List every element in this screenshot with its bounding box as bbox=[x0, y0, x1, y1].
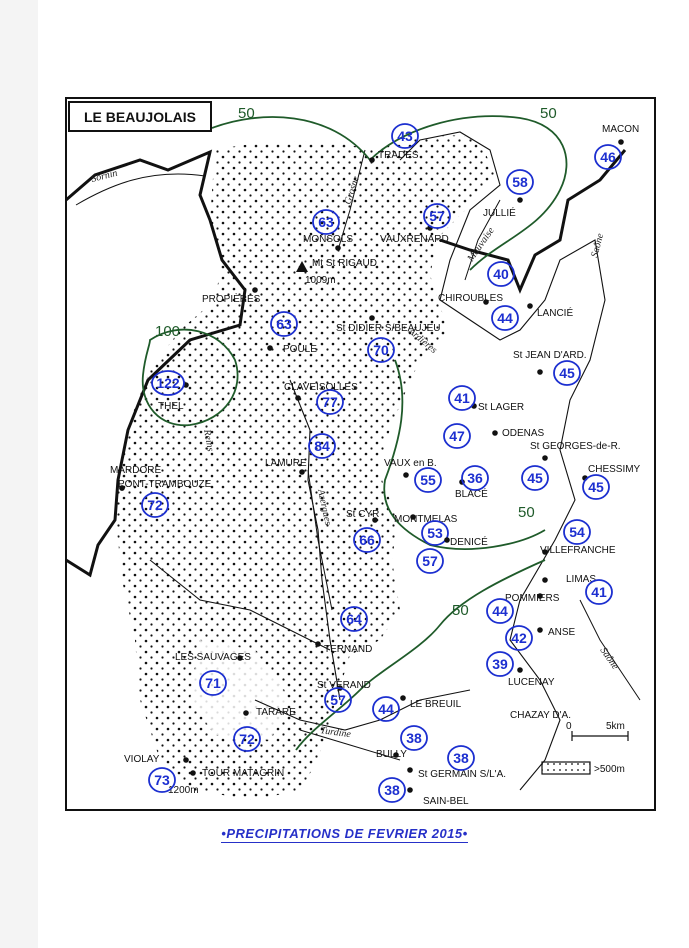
isohyet-label: 50 bbox=[452, 602, 469, 619]
river-label: Saône bbox=[597, 645, 621, 672]
isohyet-label: 50 bbox=[238, 105, 255, 122]
station-dot bbox=[299, 469, 305, 475]
river-label: Grosne bbox=[342, 174, 362, 206]
station-dot bbox=[542, 455, 548, 461]
precipitation-value: 84 bbox=[314, 438, 330, 454]
station-name: LIMAS bbox=[566, 574, 597, 585]
station bbox=[513, 350, 587, 385]
station bbox=[506, 626, 576, 650]
station-dot bbox=[315, 641, 321, 647]
station-dot bbox=[267, 345, 273, 351]
station bbox=[582, 464, 640, 499]
station bbox=[487, 593, 560, 623]
precipitation-value: 73 bbox=[154, 772, 170, 788]
precipitation-value: 122 bbox=[156, 375, 180, 391]
station-name: VILLEFRANCHE bbox=[540, 545, 616, 556]
station-name: TRADES bbox=[378, 150, 419, 161]
precipitation-value: 41 bbox=[591, 584, 607, 600]
station-name: BULLY bbox=[376, 749, 407, 760]
station-name: St GERMAIN S/L'A. bbox=[418, 769, 507, 780]
station bbox=[384, 458, 441, 492]
station-dot bbox=[618, 139, 624, 145]
station-name: JULLIÉ bbox=[483, 208, 516, 219]
precipitation-value: 46 bbox=[600, 149, 616, 165]
summit-name: Mt St RIGAUD bbox=[312, 258, 378, 269]
station-name: BLACÉ bbox=[455, 489, 488, 500]
station-name: CHESSIMY bbox=[588, 464, 641, 475]
station-dot bbox=[517, 667, 523, 673]
legend-label: >500m bbox=[594, 764, 625, 775]
station-dot bbox=[492, 430, 498, 436]
precipitation-value: 63 bbox=[276, 316, 292, 332]
station-name: ODENAS bbox=[502, 428, 545, 439]
precipitation-value: 58 bbox=[512, 174, 528, 190]
station-name: POULE bbox=[283, 344, 317, 355]
station-dot bbox=[517, 197, 523, 203]
precipitation-value: 45 bbox=[527, 470, 543, 486]
river-label: Mauvaise bbox=[465, 225, 497, 264]
station-dot bbox=[369, 157, 375, 163]
station-name: LAMURE bbox=[265, 458, 307, 469]
map-caption bbox=[0, 826, 689, 841]
caption-text: •PRECIPITATIONS DE FEVRIER 2015• bbox=[221, 826, 468, 841]
station-name: TOUR MATAGRIN bbox=[202, 768, 285, 779]
station-name: St JEAN D'ARD. bbox=[513, 350, 587, 361]
station-name: POMMIERS bbox=[505, 593, 560, 604]
station-name: MARDORE bbox=[110, 465, 162, 476]
station-name: SAIN-BEL bbox=[423, 796, 469, 807]
river-label: Ardières bbox=[406, 325, 439, 356]
station-dot bbox=[252, 287, 258, 293]
station-name: ANSE bbox=[548, 627, 576, 638]
station-dot bbox=[407, 787, 413, 793]
precipitation-value: 41 bbox=[454, 390, 470, 406]
station bbox=[376, 726, 427, 760]
precipitation-value: 38 bbox=[453, 750, 469, 766]
station-dot bbox=[527, 303, 533, 309]
altitude-label: 1200m bbox=[168, 785, 199, 796]
precipitation-value: 42 bbox=[511, 630, 527, 646]
map-title: LE BEAUJOLAIS bbox=[83, 108, 196, 125]
station-dot bbox=[537, 627, 543, 633]
station-name: MONSOLS bbox=[303, 234, 354, 245]
river-label: Azergues bbox=[315, 488, 334, 527]
precipitation-value: 45 bbox=[588, 479, 604, 495]
precipitation-value: 44 bbox=[497, 310, 513, 326]
station-dot bbox=[295, 395, 301, 401]
precipitation-value: 36 bbox=[467, 470, 483, 486]
precipitation-value: 40 bbox=[493, 266, 509, 282]
precipitation-value: 57 bbox=[330, 692, 346, 708]
precipitation-value: 72 bbox=[147, 497, 163, 513]
station-dot bbox=[369, 315, 375, 321]
station bbox=[407, 746, 506, 780]
legend bbox=[542, 762, 625, 775]
station-dot bbox=[190, 770, 196, 776]
station-dot bbox=[243, 710, 249, 716]
precipitation-value: 57 bbox=[429, 208, 445, 224]
station-name: LANCIÉ bbox=[537, 308, 574, 319]
station-dot bbox=[403, 472, 409, 478]
station-name: MONTMELAS bbox=[394, 514, 458, 525]
station-name: St CYR bbox=[346, 509, 380, 520]
station-dot bbox=[407, 767, 413, 773]
station-name: St GEORGES-de-R. bbox=[530, 441, 621, 452]
station bbox=[510, 710, 571, 721]
precipitation-value: 45 bbox=[559, 365, 575, 381]
scale-bar bbox=[566, 721, 628, 741]
precipitation-value: 57 bbox=[422, 553, 438, 569]
station-dot bbox=[183, 757, 189, 763]
isohyet-label: 100 bbox=[155, 323, 181, 340]
station-name: TERNAND bbox=[324, 644, 373, 655]
station-name: DENICÉ bbox=[450, 537, 488, 548]
precipitation-value: 44 bbox=[492, 603, 508, 619]
station-name: VAUX en B. bbox=[384, 458, 437, 469]
precipitation-value: 70 bbox=[373, 342, 389, 358]
precipitation-value: 66 bbox=[359, 532, 375, 548]
precipitation-value: 38 bbox=[406, 730, 422, 746]
station bbox=[595, 124, 639, 169]
station bbox=[492, 303, 573, 330]
isohyet-label: 50 bbox=[540, 105, 557, 122]
station-name: St VERAND bbox=[317, 680, 371, 691]
station-name: CLAVEISOLLES bbox=[284, 382, 358, 393]
precipitation-value: 47 bbox=[449, 428, 465, 444]
legend-swatch bbox=[542, 762, 590, 774]
station bbox=[190, 768, 284, 779]
station-dot bbox=[542, 577, 548, 583]
station-name: PONT-TRAMBOUZE bbox=[118, 479, 212, 490]
station bbox=[487, 652, 555, 688]
scale-label: 5km bbox=[606, 721, 625, 732]
precipitation-value: 39 bbox=[492, 656, 508, 672]
station bbox=[438, 262, 514, 305]
station-name: TARARE bbox=[256, 707, 296, 718]
station-name: LUCENAY bbox=[508, 677, 555, 688]
river-label: Sornin bbox=[90, 167, 119, 185]
map-title-box bbox=[68, 101, 212, 132]
precipitation-value: 55 bbox=[420, 472, 436, 488]
river-label: Saône bbox=[589, 232, 607, 259]
station-name: PROPIÈRES bbox=[202, 294, 261, 305]
station-dot bbox=[444, 537, 450, 543]
station-dot bbox=[537, 369, 543, 375]
station-name: VAUXRENARD bbox=[380, 234, 449, 245]
station bbox=[540, 520, 616, 556]
precipitation-value: 43 bbox=[397, 128, 413, 144]
precipitation-value: 64 bbox=[346, 611, 362, 627]
station-name: VIOLAY bbox=[124, 754, 160, 765]
station-name: THEL bbox=[158, 401, 184, 412]
station bbox=[379, 778, 469, 807]
station-name: LE BREUIL bbox=[410, 699, 462, 710]
station-dot bbox=[335, 245, 341, 251]
precipitation-value: 77 bbox=[322, 394, 338, 410]
station-dot bbox=[400, 695, 406, 701]
precipitation-value: 38 bbox=[384, 782, 400, 798]
station-name: St DIDIER S/BEAUJEU bbox=[336, 323, 441, 334]
precipitation-value: 71 bbox=[205, 675, 221, 691]
station-name: LES SAUVAGES bbox=[175, 652, 251, 663]
precipitation-value: 72 bbox=[239, 731, 255, 747]
precipitation-value: 54 bbox=[569, 524, 585, 540]
station-name: MACON bbox=[602, 124, 640, 135]
station-name: CHIROUBLES bbox=[438, 293, 504, 304]
isohyet-label: 50 bbox=[518, 504, 535, 521]
station-name: St LAGER bbox=[478, 402, 525, 413]
river-label: Turdine bbox=[319, 725, 352, 741]
precipitation-value: 53 bbox=[427, 525, 443, 541]
river-label: Reins bbox=[201, 428, 216, 453]
scale-zero: 0 bbox=[566, 721, 572, 732]
precipitation-value: 44 bbox=[378, 701, 394, 717]
precipitation-value: 63 bbox=[318, 214, 334, 230]
station-name: CHAZAY D'A. bbox=[510, 710, 571, 721]
summit-altitude: 1009m bbox=[305, 275, 336, 286]
